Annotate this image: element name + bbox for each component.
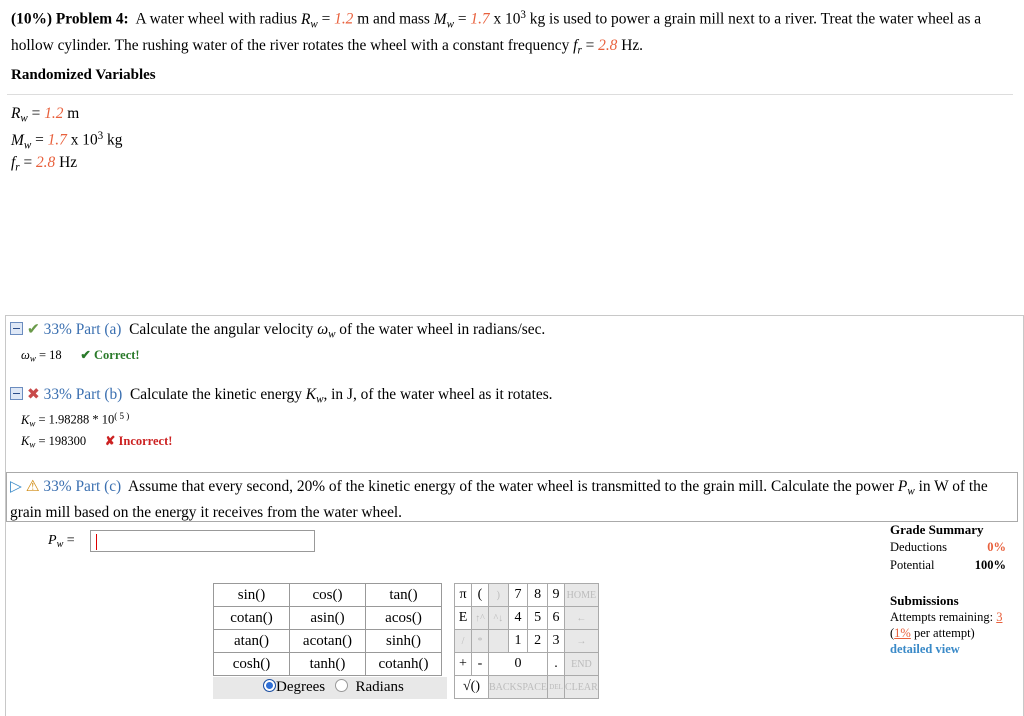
incorrect-badge: ✘ Incorrect! xyxy=(104,434,173,448)
exponent: 3 xyxy=(97,130,104,142)
key-blank xyxy=(489,630,509,653)
part-c-box xyxy=(6,472,1018,522)
function-keypad xyxy=(213,583,442,676)
times-ten: x 10 xyxy=(66,131,98,149)
degrees-label: Degrees xyxy=(276,679,326,695)
fr-value: 2.8 xyxy=(598,36,618,54)
key-2[interactable]: 2 xyxy=(528,630,548,653)
expand-arrow-icon[interactable]: ▷ xyxy=(10,478,22,495)
part-c-percent: 33% xyxy=(43,478,72,495)
mw-value: 1.7 xyxy=(47,131,67,149)
degrees-option[interactable] xyxy=(263,679,325,696)
key-down[interactable]: ^↓ xyxy=(489,607,509,630)
problem-header: (10%) Problem 4: xyxy=(11,10,129,28)
key-0[interactable]: 0 xyxy=(489,653,548,676)
part-a-text: of the water wheel in radians/sec. xyxy=(335,321,546,338)
problem-text: Hz. xyxy=(617,36,644,54)
part-a-answer: $\omega_w = 18$ ✔ Correct! xyxy=(21,348,140,364)
key-sin[interactable]: sin() xyxy=(214,584,290,607)
key-atan[interactable]: atan() xyxy=(214,630,290,653)
key-sinh[interactable]: sinh() xyxy=(366,630,442,653)
rv-rw: $R_w = 1.2$ m xyxy=(11,105,80,125)
paren: ( xyxy=(890,626,895,640)
key-home[interactable]: HOME xyxy=(565,584,599,607)
radians-label: Radians xyxy=(355,679,404,695)
part-b-answer-1: $K_w = 1.98288 * 10^{( 5 )}$ xyxy=(21,411,130,429)
key-7[interactable]: 7 xyxy=(508,584,528,607)
part-b-answer-value: = 1.98288 * 10 xyxy=(38,412,115,427)
key-5[interactable]: 5 xyxy=(528,607,548,630)
key-end[interactable]: END xyxy=(565,653,599,676)
potential-value: 100% xyxy=(974,558,1006,572)
pw-label: $P_w$ = xyxy=(48,533,75,551)
submissions-title: Submissions xyxy=(890,593,959,608)
key-sqrt[interactable]: √() xyxy=(455,676,489,699)
key-backspace[interactable]: BACKSPACE xyxy=(489,676,548,699)
problem-statement: (10%) Problem 4: A water wheel with radius $R_w = 1.2$ m and mass $M_w = 1.7$ x $10^3$ kg is used to power a grain mill next to a river. Treat the water wheel as a hollow cylinder. The rushing water of the river rotates the wheel with a constant frequency $f_r = 2.8$ Hz. xyxy=(11,9,982,57)
fr-value: 2.8 xyxy=(35,154,56,171)
part-c-text: Assume that every second, 20% of the kinetic energy of the water wheel is transmitted to the grain mill. Calculate the power xyxy=(128,478,898,495)
radio-icon[interactable] xyxy=(335,679,348,692)
key-cos[interactable]: cos() xyxy=(290,584,366,607)
key-6[interactable]: 6 xyxy=(548,607,565,630)
key-up[interactable]: ↑^ xyxy=(472,607,489,630)
key-multiply[interactable]: * xyxy=(472,630,489,653)
part-b-text: Calculate the kinetic energy xyxy=(130,386,306,403)
key-1[interactable]: 1 xyxy=(508,630,528,653)
key-tan[interactable]: tan() xyxy=(366,584,442,607)
key-9[interactable]: 9 xyxy=(548,584,565,607)
key-cosh[interactable]: cosh() xyxy=(214,653,290,676)
angle-mode xyxy=(213,677,447,699)
check-icon: ✔ xyxy=(26,321,40,338)
part-b-label: Part (b) xyxy=(75,386,123,403)
pw-answer-input[interactable] xyxy=(90,530,315,552)
key-8[interactable]: 8 xyxy=(528,584,548,607)
potential-label: Potential xyxy=(890,558,935,572)
deductions-label: Deductions xyxy=(890,540,947,554)
part-a-percent: 33% xyxy=(43,321,72,338)
potential-row xyxy=(890,556,1010,574)
key-acotan[interactable]: acotan() xyxy=(290,630,366,653)
mw-unit: kg xyxy=(107,131,123,149)
key-4[interactable]: 4 xyxy=(508,607,528,630)
exponent: 3 xyxy=(520,9,526,21)
key-left-arrow[interactable]: ← xyxy=(565,607,599,630)
grade-summary xyxy=(890,522,1010,574)
problem-text: m and mass xyxy=(353,10,434,28)
key-close-paren[interactable]: ) xyxy=(489,584,509,607)
per-attempt-text: per attempt) xyxy=(910,626,975,640)
part-b-percent: 33% xyxy=(43,386,72,403)
randomized-variables-title: Randomized Variables xyxy=(11,67,156,83)
collapse-icon[interactable] xyxy=(10,322,23,335)
key-dot[interactable]: . xyxy=(548,653,565,676)
rv-mw: $M_w = 1.7$ x $10^3$ kg xyxy=(11,130,123,151)
grade-summary-title: Grade Summary xyxy=(890,522,984,537)
attempts-row xyxy=(890,609,1014,625)
key-pi[interactable]: π xyxy=(455,584,472,607)
submissions-panel xyxy=(890,593,1014,657)
key-clear[interactable]: CLEAR xyxy=(565,676,599,699)
part-c-header: ▷ ⚠ 33% Part (c) Assume that every second, 20% of the kinetic energy of the water wheel is transmitted to the grain mill. Calculate the power $P_w$ in W of the grain mill based on the energy it receives from the water wheel. xyxy=(10,478,988,522)
key-3[interactable]: 3 xyxy=(548,630,565,653)
text-caret xyxy=(96,534,97,550)
key-open-paren[interactable]: ( xyxy=(472,584,489,607)
correct-badge: ✔ Correct! xyxy=(80,348,140,362)
part-b-answer-value: = 198300 xyxy=(38,434,87,448)
per-attempt-row xyxy=(890,625,1014,641)
cross-icon: ✖ xyxy=(26,386,40,403)
attempts-value: 3 xyxy=(996,610,1003,624)
problem-text: x 10 xyxy=(489,10,521,28)
rw-value: 1.2 xyxy=(44,105,64,122)
key-cotanh[interactable]: cotanh() xyxy=(366,653,442,676)
problem-text: A water wheel with radius xyxy=(135,10,301,28)
equals: = xyxy=(66,533,75,548)
part-b-answer-2: $K_w = 198300$ ✘ Incorrect! xyxy=(21,434,173,450)
part-b-text: , in J, of the water wheel as it rotates. xyxy=(323,386,553,403)
problem-text: kg is used to power a grain mill next to a river. Treat the water wheel as a hollow cylinder. The rushing water of the river rotates the wheel with a constant frequency xyxy=(11,10,982,54)
part-a-label: Part (a) xyxy=(75,321,122,338)
part-b-header: ✖ 33% Part (b) Calculate the kinetic energy $K_w$, in J, of the water wheel as it rotates. xyxy=(10,385,553,405)
part-c-label: Part (c) xyxy=(75,478,122,495)
part-b-answer-exp: ( 5 ) xyxy=(114,411,130,421)
deductions-row xyxy=(890,538,1010,556)
per-attempt-pct: 1% xyxy=(894,626,911,640)
attempts-label: Attempts remaining: xyxy=(890,610,994,624)
collapse-icon[interactable] xyxy=(10,387,23,400)
numeric-keypad xyxy=(454,583,599,699)
part-a-text: Calculate the angular velocity xyxy=(129,321,318,338)
deductions-value: 0% xyxy=(987,540,1006,554)
key-asin[interactable]: asin() xyxy=(290,607,366,630)
part-a-header: ✔ 33% Part (a) Calculate the angular velocity $\omega_w$ of the water wheel in radians/sec. xyxy=(10,320,545,340)
key-tanh[interactable]: tanh() xyxy=(290,653,366,676)
radians-option[interactable] xyxy=(335,679,404,696)
key-e[interactable]: E xyxy=(455,607,472,630)
warning-icon: ⚠ xyxy=(25,478,40,495)
rv-fr: $f_r = 2.8$ Hz xyxy=(11,154,78,174)
radio-selected-icon[interactable] xyxy=(263,679,276,692)
part-c-text: in W of the grain mill based on the energy it receives from the water wheel. xyxy=(10,478,988,522)
key-plus[interactable]: + xyxy=(455,653,472,676)
key-acos[interactable]: acos() xyxy=(366,607,442,630)
rw-unit: m xyxy=(67,105,80,122)
key-right-arrow[interactable]: → xyxy=(565,630,599,653)
divider xyxy=(7,94,1013,95)
fr-unit: Hz xyxy=(59,154,78,171)
part-a-answer-value: = 18 xyxy=(38,348,62,362)
key-minus[interactable]: - xyxy=(472,653,489,676)
detailed-view-link[interactable]: detailed view xyxy=(890,642,960,656)
key-divide[interactable]: / xyxy=(455,630,472,653)
rw-value: 1.2 xyxy=(334,10,354,28)
key-del[interactable]: DEL xyxy=(548,676,565,699)
mw-value: 1.7 xyxy=(470,10,490,28)
key-cotan[interactable]: cotan() xyxy=(214,607,290,630)
